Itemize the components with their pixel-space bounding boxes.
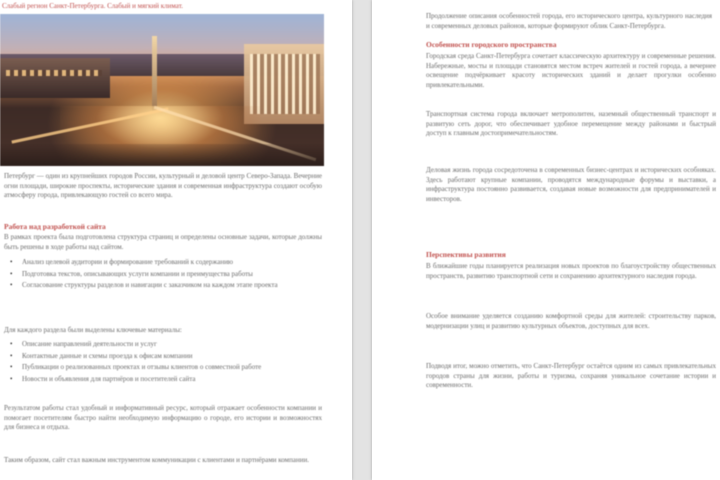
paragraph-6: Подводя итог, можно отметить, что Санкт-Петербург остаётся одним из самых привлекательных городов страны для жизни, работы и туризма, сохраняя уникальное сочетание истории и современности.	[426, 362, 716, 389]
heading-urban-space: Особенности городского пространства	[426, 40, 557, 49]
section-intro: В рамках проекта была подготовлена структура страниц и определены основные задачи, которые должны быть решены в ходе работы над сайтом.	[4, 233, 322, 251]
paragraph-3: Деловая жизнь города сосредоточена в современных бизнес-центрах и исторических особняках. Здесь работают крупные компании, проводятся международные форумы и выставки, а инфраструктура постоянно развивается, создавая новые возможности для предпринимателей и инвесторов.	[426, 166, 716, 203]
paragraph-4: В ближайшие годы планируется реализация новых проектов по благоустройству общественных пространств, развитию транспортной сети и сохранению архитектурного наследия города.	[426, 262, 716, 280]
photo-left-building-lights	[6, 70, 102, 76]
list-item: • Описание направлений деятельности и услуг	[4, 340, 294, 350]
photo-street-lamps	[0, 144, 324, 166]
list-item: • Новости и объявления для партнёров и посетителей сайта	[4, 375, 294, 385]
document-page-right	[372, 0, 720, 480]
photo-right-building-windows	[250, 54, 320, 114]
city-square-photo	[0, 14, 324, 166]
closing-paragraph-1: Результатом работы стал удобный и информативный ресурс, который отражает особенности компании и помогает посетителям быстро найти необходимую информацию о городе, его истории и возможностях для бизнеса и отдыха.	[4, 404, 322, 431]
heading-prospects: Перспективы развития	[426, 250, 506, 259]
list-item: • Согласование структуры разделов и навигации с заказчиком на каждом этапе проекта	[4, 281, 294, 291]
photo-left-building	[0, 58, 110, 98]
task-bullet-list	[4, 258, 294, 293]
paragraph-1: Городская среда Санкт-Петербурга сочетает классическую архитектуру и современные решения. Набережные, мосты и площади становятся местом встреч жителей и гостей города, а вечернее освещение подчёркивает красоту исторических зданий и делает прогулки особенно привлекательными.	[426, 52, 716, 89]
document-page-left	[0, 0, 352, 480]
list-item: • Анализ целевой аудитории и формирование требований к содержанию	[4, 258, 294, 268]
list-intro: Для каждого раздела были выделены ключевые материалы:	[4, 326, 182, 334]
paragraph-2: Транспортная система города включает метрополитен, наземный общественный транспорт и развитую сеть дорог, что обеспечивает удобное перемещение между районами и быстрый доступ к главным достопримечательностям.	[426, 110, 716, 137]
list-item: • Контактные данные и схемы проезда к офисам компании	[4, 352, 294, 362]
photo-monument	[152, 36, 157, 111]
paragraph-5: Особое внимание уделяется созданию комфортной среды для жителей: строительству парков, модернизации улиц и развитию культурных объектов, доступных для всех.	[426, 312, 716, 330]
top-paragraph: Продолжение описания особенностей города, его исторического центра, культурного наследия и современных деловых районов, которые формируют облик Санкт-Петербурга.	[426, 12, 712, 30]
list-item: • Публикации о реализованных проектах и отзывы клиентов о совместной работе	[4, 363, 294, 373]
section-heading: Работа над разработкой сайта	[4, 222, 106, 231]
photo-caption: Слабый регион Санкт-Петербурга. Слабый и мягкий климат.	[2, 2, 183, 10]
materials-bullet-list	[4, 340, 294, 386]
intro-paragraph: Петербург — один из крупнейших городов России, культурный и деловой центр Северо-Запада. Вечерние огни площади, широкие проспекты, исторические здания и современная инфраструктура создают особую атмосферу города, привлекающую гостей со всего мира.	[4, 172, 322, 199]
list-item: • Подготовка текстов, описывающих услуги компании и преимущества работы	[4, 270, 294, 280]
closing-paragraph-2: Таким образом, сайт стал важным инструментом коммуникации с клиентами и партнёрами компании.	[4, 456, 309, 464]
